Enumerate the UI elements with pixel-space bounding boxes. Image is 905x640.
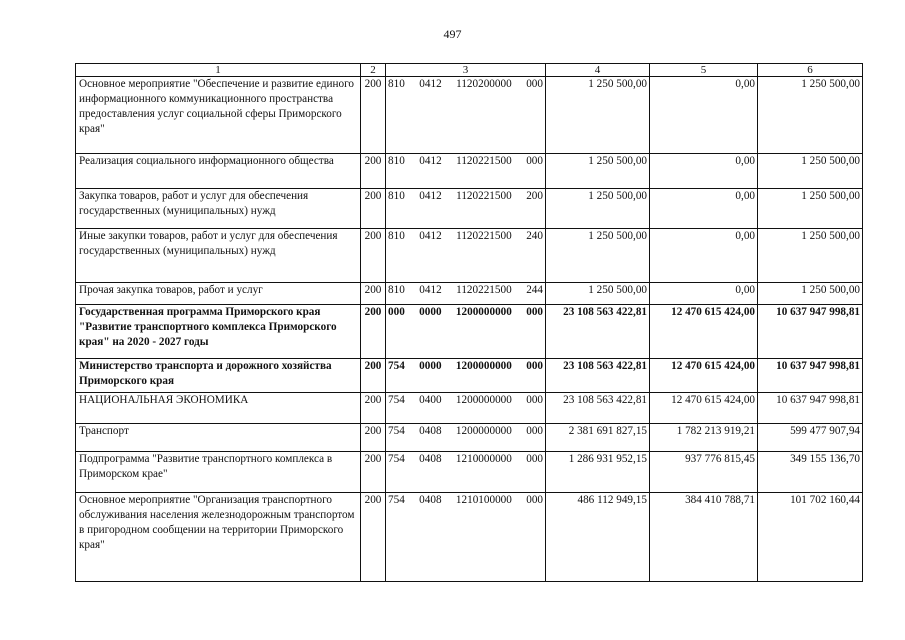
amount-col4: 1 250 500,00 [546, 154, 650, 189]
amount-col4: 1 286 931 952,15 [546, 452, 650, 493]
code-csr: 1120221500 [456, 284, 512, 296]
row-code-200: 200 [361, 189, 386, 229]
row-budget-code [386, 77, 546, 154]
table-row [76, 283, 863, 305]
row-name: Прочая закупка товаров, работ и услуг [76, 283, 361, 305]
code-csr: 1200000000 [455, 360, 512, 372]
amount-col4: 1 250 500,00 [546, 229, 650, 283]
amount-col4: 23 108 563 422,81 [546, 359, 650, 393]
code-rz: 0408 [419, 494, 442, 506]
code-ved: 754 [388, 425, 405, 437]
code-vr: 000 [526, 453, 543, 465]
code-rz: 0412 [419, 78, 442, 90]
amount-col4: 2 381 691 827,15 [546, 424, 650, 452]
code-csr: 1120221500 [456, 230, 512, 242]
row-budget-code [386, 424, 546, 452]
row-budget-code [386, 493, 546, 582]
row-name: Подпрограмма "Развитие транспортного комплекса в Приморском крае" [76, 452, 361, 493]
amount-col6: 10 637 947 998,81 [758, 305, 863, 359]
amount-col5: 384 410 788,71 [650, 493, 758, 582]
code-csr: 1120200000 [456, 78, 512, 90]
amount-col5: 0,00 [650, 229, 758, 283]
column-header: 1 [76, 64, 361, 77]
column-header: 5 [650, 64, 758, 77]
code-rz: 0412 [419, 284, 442, 296]
code-ved: 810 [388, 78, 405, 90]
code-rz: 0000 [419, 306, 442, 318]
code-csr: 1120221500 [456, 155, 512, 167]
table-row [76, 359, 863, 393]
code-vr: 000 [526, 155, 543, 167]
row-name: Реализация социального информационного общества [76, 154, 361, 189]
amount-col6: 1 250 500,00 [758, 283, 863, 305]
code-csr: 1200000000 [455, 306, 512, 318]
amount-col6: 1 250 500,00 [758, 77, 863, 154]
row-code-200: 200 [361, 393, 386, 424]
table-row [76, 229, 863, 283]
amount-col6: 349 155 136,70 [758, 452, 863, 493]
row-name: Государственная программа Приморского края "Развитие транспортного комплекса Приморского края" на 2020 - 2027 годы [76, 305, 361, 359]
page-number: 497 [443, 27, 462, 41]
row-code-200: 200 [361, 77, 386, 154]
code-vr: 240 [526, 230, 543, 242]
code-ved: 810 [388, 284, 405, 296]
table-row [76, 452, 863, 493]
amount-col6: 10 637 947 998,81 [758, 359, 863, 393]
code-csr: 1210000000 [455, 453, 512, 465]
code-rz: 0400 [419, 394, 442, 406]
column-header: 4 [546, 64, 650, 77]
row-code-200: 200 [361, 493, 386, 582]
column-header: 3 [386, 64, 546, 77]
row-budget-code [386, 393, 546, 424]
amount-col4: 1 250 500,00 [546, 283, 650, 305]
amount-col5: 0,00 [650, 77, 758, 154]
code-csr: 1120221500 [456, 190, 512, 202]
code-vr: 000 [526, 425, 543, 437]
amount-col5: 0,00 [650, 154, 758, 189]
code-ved: 000 [388, 306, 405, 318]
row-name: Основное мероприятие "Организация транспортного обслуживания населения железнодорожным транспортом в пригородном сообщении на территории Приморского края" [76, 493, 361, 582]
amount-col5: 0,00 [650, 189, 758, 229]
amount-col6: 10 637 947 998,81 [758, 393, 863, 424]
code-vr: 000 [526, 494, 543, 506]
row-code-200: 200 [361, 424, 386, 452]
code-rz: 0412 [419, 190, 442, 202]
table-row [76, 393, 863, 424]
code-csr: 1200000000 [455, 394, 512, 406]
amount-col4: 486 112 949,15 [546, 493, 650, 582]
amount-col6: 1 250 500,00 [758, 154, 863, 189]
code-vr: 000 [526, 306, 543, 318]
row-budget-code [386, 229, 546, 283]
code-rz: 0408 [419, 425, 442, 437]
table-row [76, 305, 863, 359]
amount-col5: 12 470 615 424,00 [650, 393, 758, 424]
code-csr: 1210100000 [455, 494, 512, 506]
row-budget-code [386, 283, 546, 305]
code-rz: 0412 [419, 155, 442, 167]
row-code-200: 200 [361, 229, 386, 283]
row-name: Основное мероприятие "Обеспечение и развитие единого информационного коммуникационного пространства предоставления услуг социальной сферы Приморского края" [76, 77, 361, 154]
amount-col4: 23 108 563 422,81 [546, 305, 650, 359]
code-ved: 810 [388, 190, 405, 202]
row-name: Министерство транспорта и дорожного хозяйства Приморского края [76, 359, 361, 393]
table-row [76, 189, 863, 229]
amount-col6: 1 250 500,00 [758, 229, 863, 283]
row-budget-code [386, 452, 546, 493]
table-row [76, 154, 863, 189]
row-name: Закупка товаров, работ и услуг для обеспечения государственных (муниципальных) нужд [76, 189, 361, 229]
code-rz: 0408 [419, 453, 442, 465]
amount-col5: 0,00 [650, 283, 758, 305]
row-budget-code [386, 305, 546, 359]
amount-col5: 1 782 213 919,21 [650, 424, 758, 452]
amount-col6: 1 250 500,00 [758, 189, 863, 229]
code-ved: 810 [388, 155, 405, 167]
code-ved: 754 [388, 360, 405, 372]
row-name: НАЦИОНАЛЬНАЯ ЭКОНОМИКА [76, 393, 361, 424]
row-budget-code [386, 359, 546, 393]
code-ved: 810 [388, 230, 405, 242]
amount-col5: 12 470 615 424,00 [650, 359, 758, 393]
code-csr: 1200000000 [455, 425, 512, 437]
code-vr: 000 [526, 78, 543, 90]
code-ved: 754 [388, 494, 405, 506]
amount-col4: 23 108 563 422,81 [546, 393, 650, 424]
row-code-200: 200 [361, 154, 386, 189]
row-code-200: 200 [361, 359, 386, 393]
amount-col6: 101 702 160,44 [758, 493, 863, 582]
budget-table [75, 63, 863, 582]
row-name: Иные закупки товаров, работ и услуг для обеспечения государственных (муниципальных) нужд [76, 229, 361, 283]
row-code-200: 200 [361, 452, 386, 493]
row-name: Транспорт [76, 424, 361, 452]
amount-col5: 937 776 815,45 [650, 452, 758, 493]
code-rz: 0412 [419, 230, 442, 242]
code-ved: 754 [388, 394, 405, 406]
code-vr: 244 [526, 284, 543, 296]
code-ved: 754 [388, 453, 405, 465]
row-budget-code [386, 154, 546, 189]
amount-col4: 1 250 500,00 [546, 189, 650, 229]
column-header: 2 [361, 64, 386, 77]
table-row [76, 493, 863, 582]
amount-col5: 12 470 615 424,00 [650, 305, 758, 359]
code-vr: 200 [526, 190, 543, 202]
code-vr: 000 [526, 394, 543, 406]
row-budget-code [386, 189, 546, 229]
code-vr: 000 [526, 360, 543, 372]
amount-col4: 1 250 500,00 [546, 77, 650, 154]
amount-col6: 599 477 907,94 [758, 424, 863, 452]
row-code-200: 200 [361, 283, 386, 305]
table-header-row [76, 64, 863, 77]
table-row [76, 77, 863, 154]
code-rz: 0000 [419, 360, 442, 372]
table-row [76, 424, 863, 452]
row-code-200: 200 [361, 305, 386, 359]
column-header: 6 [758, 64, 863, 77]
